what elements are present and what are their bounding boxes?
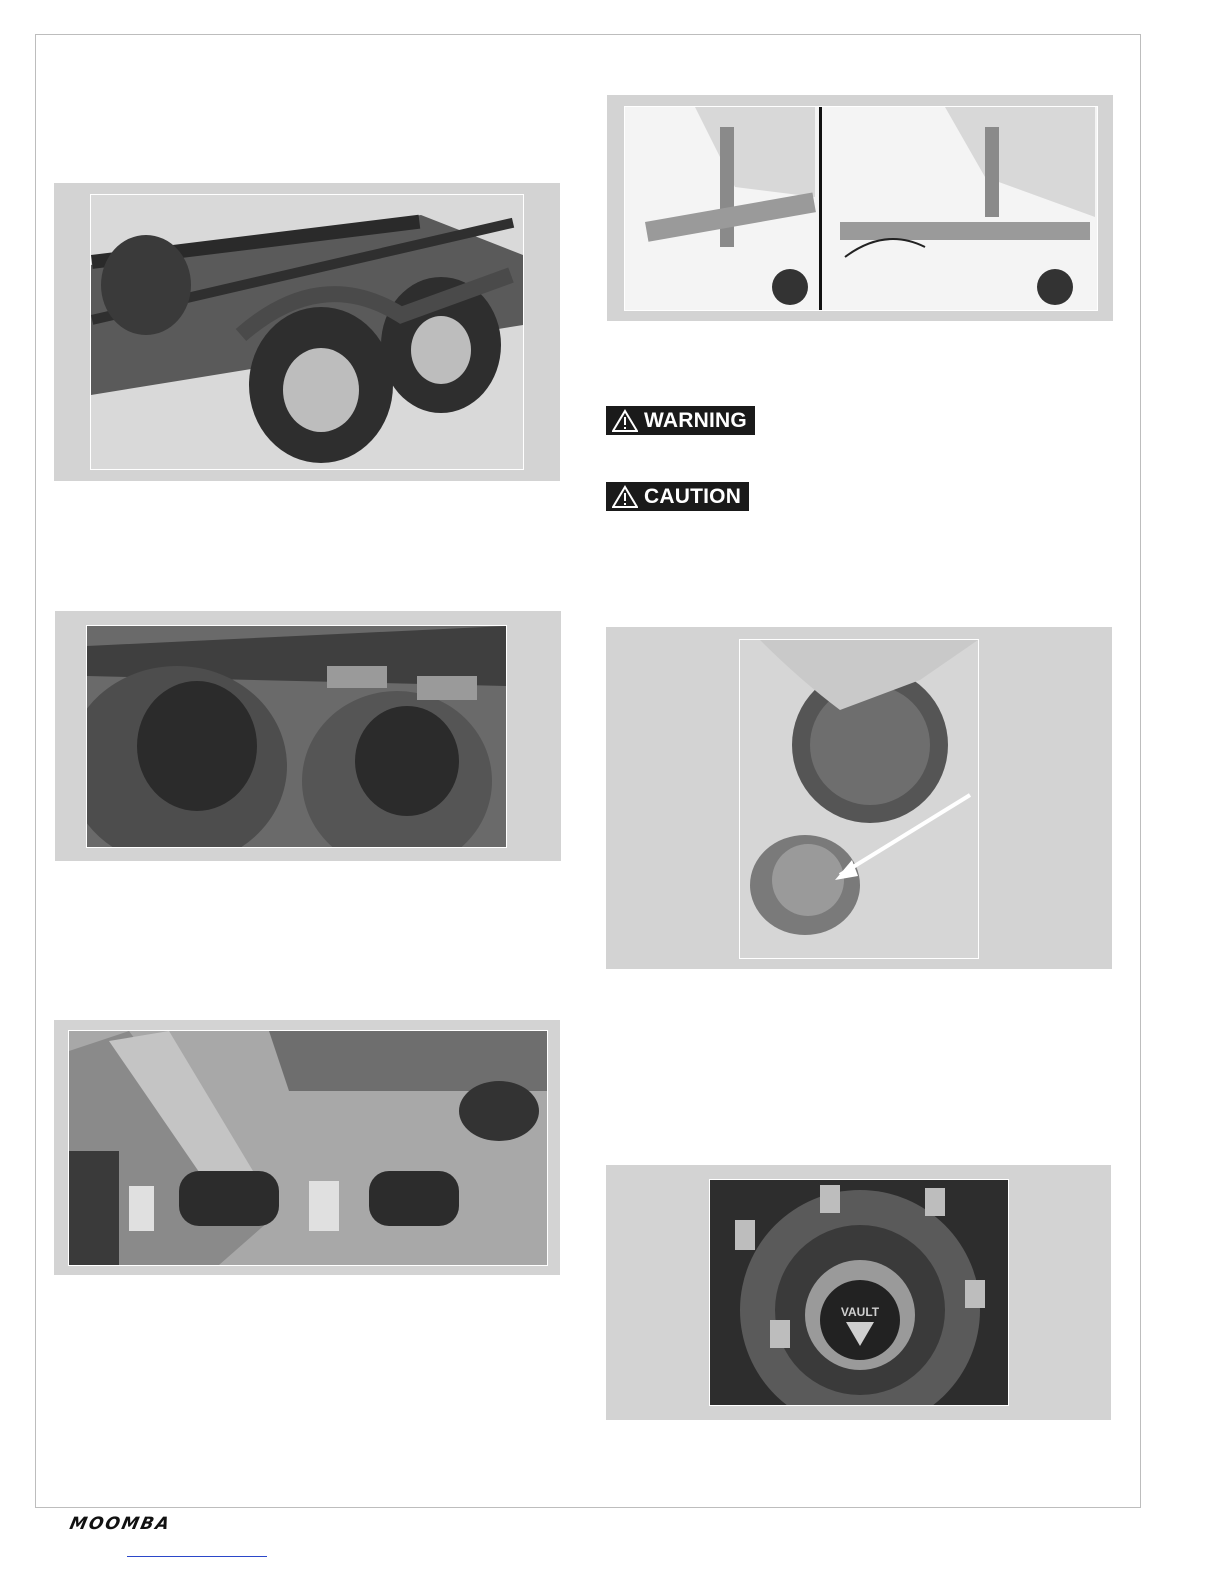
swing-tongue-comparison-photo [624, 106, 1098, 311]
trailer-rear-lights-photo [68, 1030, 548, 1266]
moomba-logo: MOOMBA [67, 1514, 173, 1534]
caution-label: CAUTION [644, 485, 742, 508]
warning-label: WARNING [644, 409, 747, 432]
photo-panel-tires [55, 611, 561, 861]
vault-hub-photo [709, 1179, 1009, 1406]
trailer-tires-fenders-photo [86, 625, 507, 848]
caution-badge [606, 482, 749, 511]
photo-panel-lights [54, 1020, 560, 1275]
hub-cap-removal-photo [739, 639, 979, 959]
photo-panel-tongue [607, 95, 1113, 321]
warning-badge [606, 406, 755, 435]
photo-panel-trailer [54, 183, 560, 481]
vault-logo-text: VAULT [840, 1305, 880, 1319]
warning-triangle-icon [612, 409, 638, 433]
photo-panel-vault-hub [606, 1165, 1111, 1420]
tandem-axle-trailer-photo [90, 194, 524, 470]
photo-panel-hub-cap [606, 627, 1112, 969]
caution-triangle-icon [612, 485, 638, 509]
footer-link-underline [127, 1556, 267, 1557]
